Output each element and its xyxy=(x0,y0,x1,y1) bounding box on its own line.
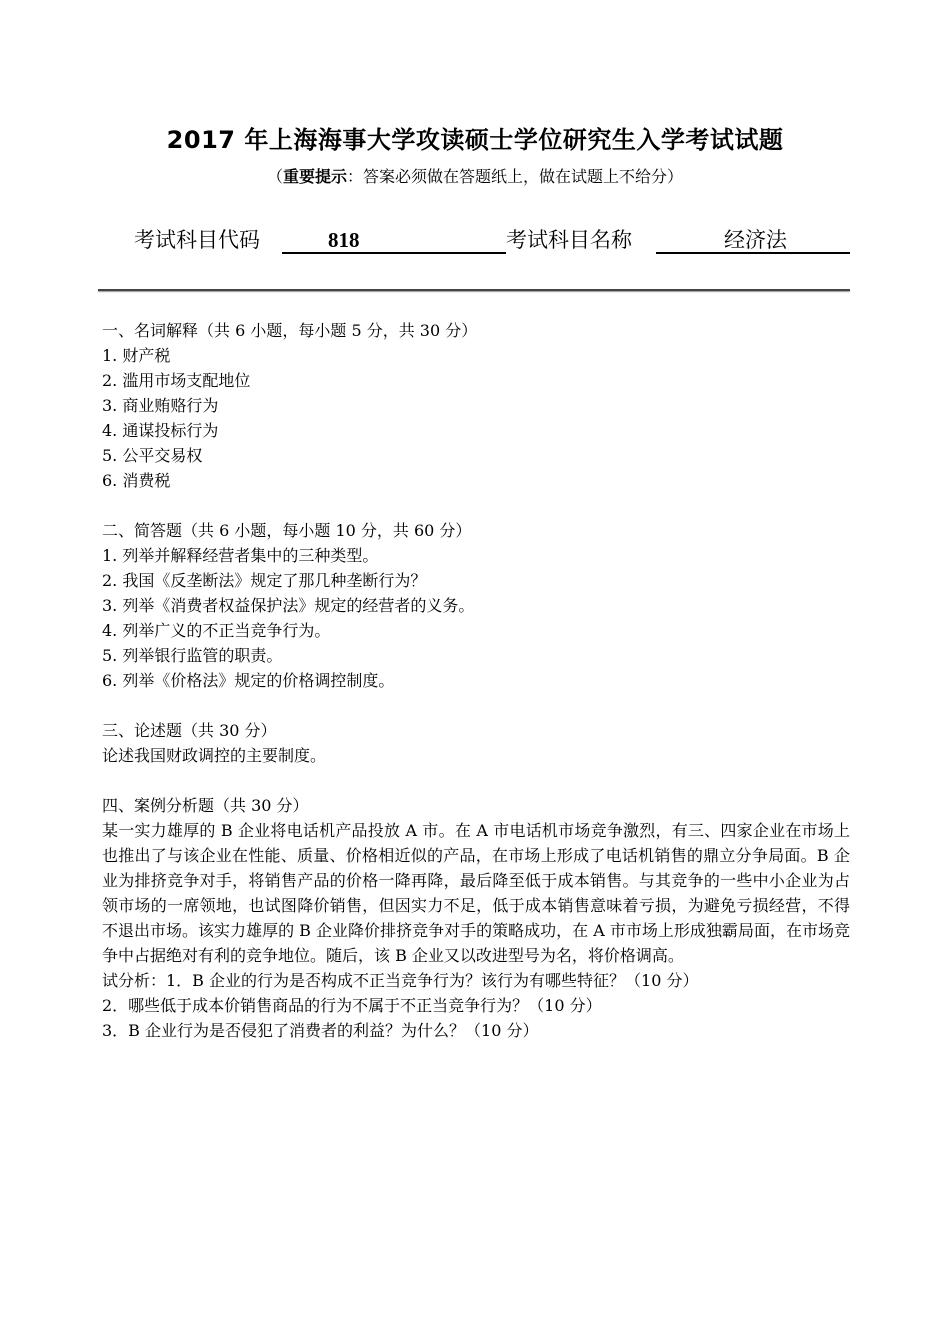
list-item: 1. 财产税 xyxy=(102,346,171,365)
section-heading: 一、名词解释（共 6 小题，每小题 5 分，共 30 分） xyxy=(102,321,478,340)
case-question: 2．哪些低于成本价销售商品的行为不属于不正当竞争行为？（10 分） xyxy=(102,996,602,1015)
exam-body xyxy=(102,318,850,1043)
subject-code-label: 考试科目代码 xyxy=(134,228,260,252)
spacer xyxy=(102,693,850,718)
spacer xyxy=(102,768,850,793)
list-item: 1. 列举并解释经营者集中的三种类型。 xyxy=(102,546,379,565)
subject-name-label: 考试科目名称 xyxy=(506,228,632,252)
spacer xyxy=(102,493,850,518)
subject-name-value: 经济法 xyxy=(724,228,787,252)
list-item: 3. 商业贿赂行为 xyxy=(102,396,219,415)
section-heading: 四、案例分析题（共 30 分） xyxy=(102,796,309,815)
list-item: 4. 列举广义的不正当竞争行为。 xyxy=(102,621,331,640)
list-item: 6. 列举《价格法》规定的价格调控制度。 xyxy=(102,671,395,690)
case-question: 试分析：1．B 企业的行为是否构成不正当竞争行为？该行为有哪些特征？（10 分） xyxy=(102,971,699,990)
list-item: 2. 滥用市场支配地位 xyxy=(102,371,251,390)
notice-label: 重要提示 xyxy=(282,167,347,186)
notice-open-paren: （ xyxy=(266,167,283,186)
case-text: 某一实力雄厚的 B 企业将电话机产品投放 A 市。在 A 市电话机市场竞争激烈，有三、四家企业在市场上也推出了与该企业在性能、质量、价格相近似的产品，在市场上形成了电话机销售的鼎立分争局面。B 企业为排挤竞争对手，将销售产品的价格一降再降，最后降至低于成本销售。与其竞争的一些中小企业为占领市场的一席领地，也试图降价销售，但因实力不足，低于成本销售意味着亏损，为避免亏损经营，不得不退出市场。该实力雄厚的 B 企业降价排挤竞争对手的策略成功，在 A 市市场上形成独霸局面，在市场竞争中占据绝对有利的竞争地位。随后，该 B 企业又以改进型号为名，将价格调高。 xyxy=(102,821,850,965)
subject-name-field xyxy=(656,226,850,254)
list-item: 5. 公平交易权 xyxy=(102,446,203,465)
header-divider xyxy=(98,289,850,291)
list-item: 2. 我国《反垄断法》规定了那几种垄断行为？ xyxy=(102,571,427,590)
list-item: 3. 列举《消费者权益保护法》规定的经营者的义务。 xyxy=(102,596,475,615)
list-item: 4. 通谋投标行为 xyxy=(102,421,219,440)
subject-code-value: 818 xyxy=(328,228,360,252)
case-question: 3．B 企业行为是否侵犯了消费者的利益？为什么？（10 分） xyxy=(102,1021,539,1040)
subject-code-field xyxy=(282,226,506,254)
section-heading: 二、简答题（共 6 小题，每小题 10 分，共 60 分） xyxy=(102,521,472,540)
list-item: 5. 列举银行监管的职责。 xyxy=(102,646,283,665)
list-item: 6. 消费税 xyxy=(102,471,171,490)
essay-question: 论述我国财政调控的主要制度。 xyxy=(102,746,327,765)
notice-text: ：答案必须做在答题纸上，做在试题上不给分） xyxy=(347,167,684,186)
important-notice xyxy=(0,166,950,188)
subject-info xyxy=(134,226,850,256)
section-heading: 三、论述题（共 30 分） xyxy=(102,721,277,740)
exam-title: 2017 年上海海事大学攻读硕士学位研究生入学考试试题 xyxy=(166,126,784,154)
